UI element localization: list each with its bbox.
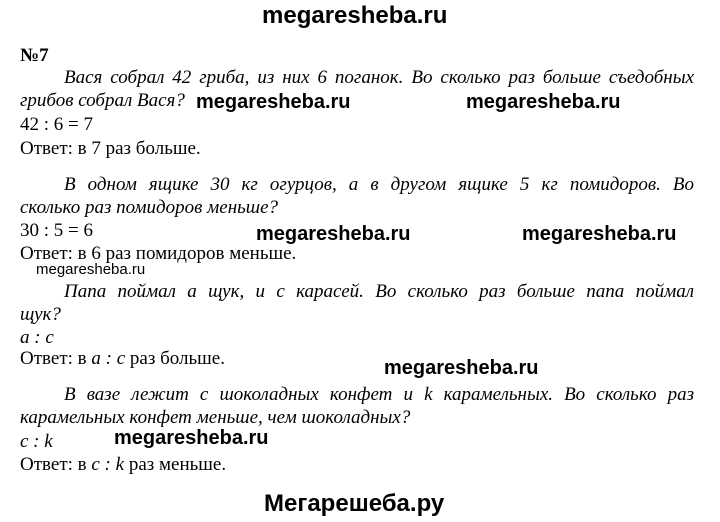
task1-answer: Ответ: в 7 раз больше. [20,138,201,159]
task3-solution: а : с [20,327,54,348]
task3-answer-suffix: раз больше. [125,348,225,369]
watermark-top: megaresheba.ru [262,2,448,29]
task3-answer-expr: а : с [91,348,126,369]
task3-problem-line1: Папа поймал а щук, и с карасей. Во сколько раз больше папа поймал [64,281,694,302]
task3-problem-line2: щук? [20,304,61,325]
task4-problem-line1: В вазе лежит с шоколадных конфет и k карамельных. Во сколько раз [64,384,694,405]
task4-answer [20,454,226,476]
task2-problem-line1: В одном ящике 30 кг огурцов, а в другом ящике 5 кг помидоров. Во [64,174,694,195]
watermark-3: megaresheba.ru [256,223,411,245]
task1-problem-line2: грибов собрал Вася? [20,90,185,111]
task4-solution: с : k [20,431,53,452]
task1-problem-line1: Вася собрал 42 гриба, из них 6 поганок. Во сколько раз больше съедобных [64,67,694,88]
task2-solution: 30 : 5 = 6 [20,220,93,241]
task4-answer-prefix: Ответ: в [20,454,92,475]
task4-problem-line2: карамельных конфет меньше, чем шоколадных? [20,407,411,428]
watermark-small: megaresheba.ru [36,261,146,278]
task2-answer: Ответ: в 6 раз помидоров меньше. [20,243,297,264]
watermark-1: megaresheba.ru [196,91,351,113]
watermark-5: megaresheba.ru [384,357,539,379]
exercise-number: №7 [20,45,49,66]
task3-answer [20,348,225,370]
task1-solution: 42 : 6 = 7 [20,114,93,135]
watermark-bottom: Мегарешеба.ру [264,490,445,517]
watermark-4: megaresheba.ru [522,223,677,245]
task2-problem-line2: сколько раз помидоров меньше? [20,197,279,218]
watermark-6: megaresheba.ru [114,427,269,449]
task4-answer-expr: с : k [91,454,125,475]
watermark-2: megaresheba.ru [466,91,621,113]
task3-answer-prefix: Ответ: в [20,348,92,369]
task4-answer-suffix: раз меньше. [124,454,227,475]
